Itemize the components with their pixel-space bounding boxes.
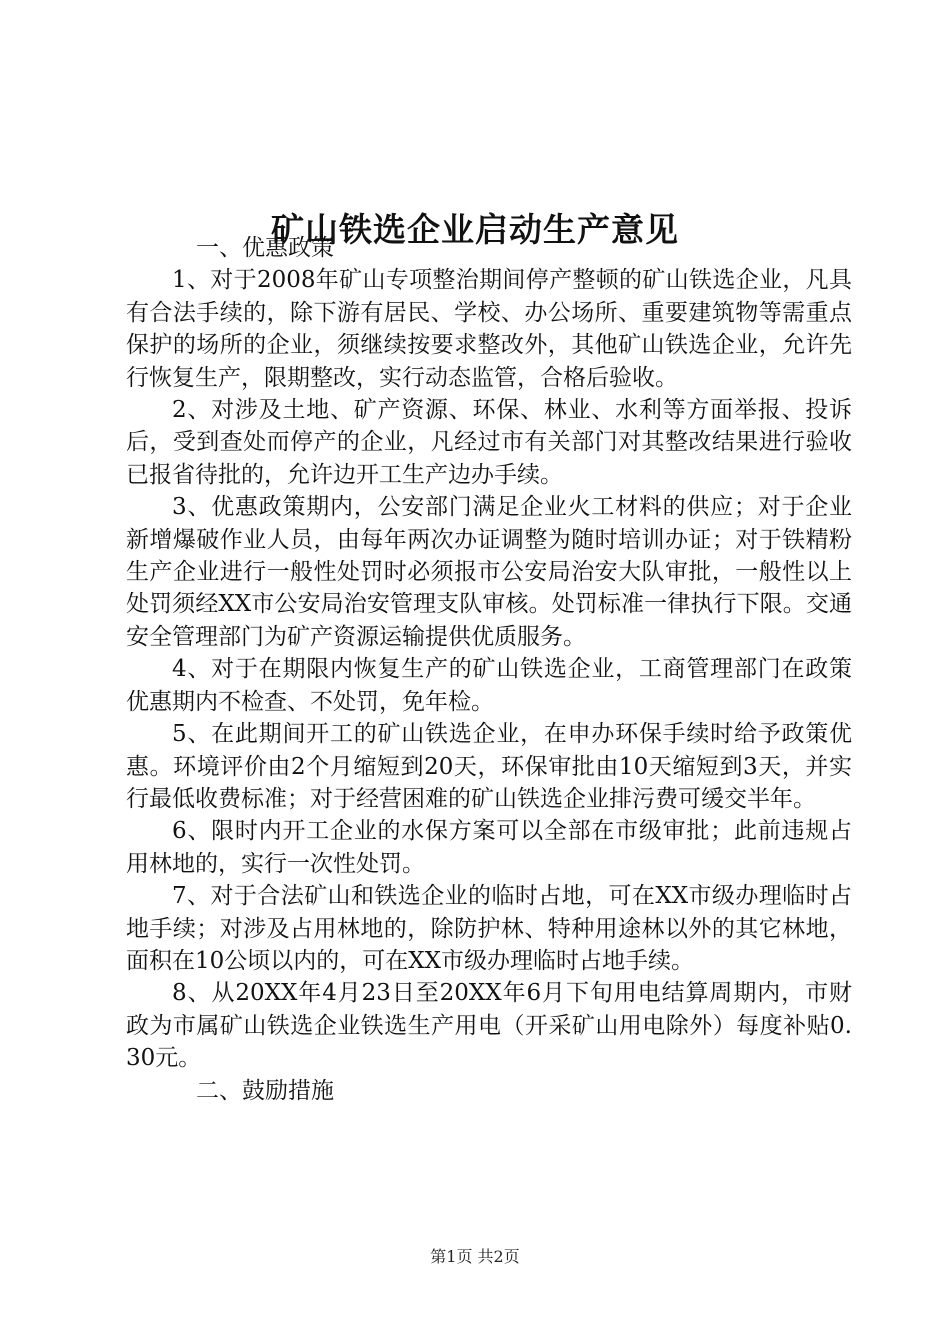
paragraph-3: 3、优惠政策期内，公安部门满足企业火工材料的供应；对于企业新增爆破作业人员，由每年两次办证调整为随时培训办证；对于铁精粉生产企业进行一般性处罚时必须报市公安局治安大队审批，一般性以上处罚须经XX市公安局治安管理支队审核。处罚标准一律执行下限。交通安全管理部门为矿产资源运输提供优质服务。 [126,494,852,650]
paragraph-7: 7、对于合法矿山和铁选企业的临时占地，可在XX市级办理临时占地手续；对涉及占用林地的，除防护林、特种用途林以外的其它林地，面积在10公顷以内的，可在XX市级办理临时占地手续。 [126,883,852,974]
document-title: 矿山铁选企业启动生产意见 [271,210,679,250]
paragraph-1: 1、对于2008年矿山专项整治期间停产整顿的矿山铁选企业，凡具有合法手续的，除下游有居民、学校、办公场所、重要建筑物等需重点保护的场所的企业，须继续按要求整改外，其他矿山铁选企业，允许先行恢复生产，限期整改，实行动态监管，合格后验收。 [126,267,852,391]
section-heading-2: 二、鼓励措施 [196,1077,334,1104]
section-heading-1: 一、优惠政策 [196,235,334,261]
document-body [126,232,852,1107]
paragraph-6: 6、限时内开工企业的水保方案可以全部在市级审批；此前违规占用林地的，实行一次性处罚。 [126,818,852,877]
paragraph-8: 8、从20XX年4月23日至20XX年6月下旬用电结算周期内，市财政为市属矿山铁选企业铁选生产用电（开采矿山用电除外）每度补贴0.30元。 [126,980,852,1072]
page-footer: 第1页 共2页 [430,1247,520,1266]
paragraph-2: 2、对涉及土地、矿产资源、环保、林业、水利等方面举报、投诉后，受到查处而停产的企业，凡经过市有关部门对其整改结果进行验收已报省待批的，允许边开工生产边办手续。 [126,397,852,488]
paragraph-5: 5、在此期间开工的矿山铁选企业，在申办环保手续时给予政策优惠。环境评价由2个月缩短到20天，环保审批由10天缩短到3天，并实行最低收费标准；对于经营困难的矿山铁选企业排污费可缓交半年。 [126,721,852,812]
paragraph-4: 4、对于在期限内恢复生产的矿山铁选企业，工商管理部门在政策优惠期内不检查、不处罚，免年检。 [126,656,852,715]
